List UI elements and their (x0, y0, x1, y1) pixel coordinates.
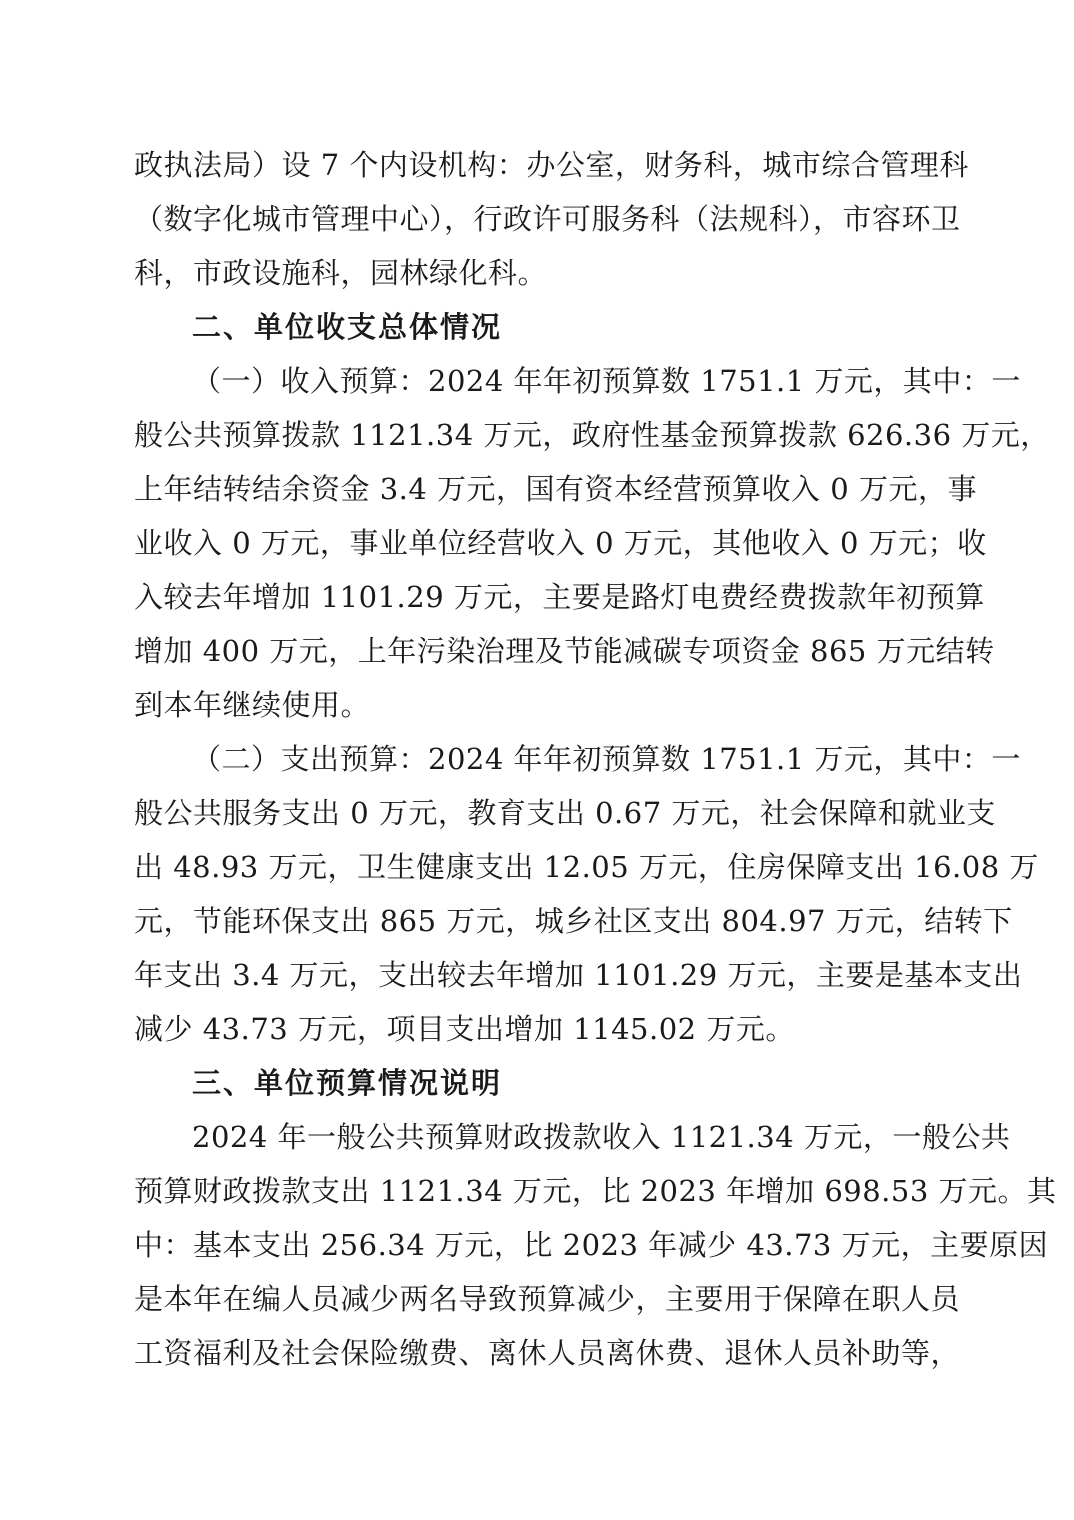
expense-line-2: 般公共服务支出 0 万元，教育支出 0.67 万元，社会保障和就业支 (134, 796, 996, 830)
budget-line-5: 工资福利及社会保险缴费、离休人员离休费、退休人员补助等， (134, 1336, 961, 1370)
expense-line-5: 年支出 3.4 万元，支出较去年增加 1101.29 万元，主要是基本支出 (134, 958, 1023, 992)
income-line-5: 入较去年增加 1101.29 万元，主要是路灯电费经费拨款年初预算 (134, 580, 985, 614)
expense-line-6: 减少 43.73 万元，项目支出增加 1145.02 万元。 (134, 1012, 795, 1046)
budget-line-3: 中：基本支出 256.34 万元，比 2023 年减少 43.73 万元，主要原因 (134, 1228, 1049, 1262)
expense-line-1: （二）支出预算：2024 年年初预算数 1751.1 万元，其中：一 (192, 742, 1021, 776)
intro-line-1: 政执法局）设 7 个内设机构：办公室，财务科，城市综合管理科 (134, 148, 969, 182)
income-line-4: 业收入 0 万元，事业单位经营收入 0 万元，其他收入 0 万元；收 (134, 526, 987, 560)
expense-line-4: 元，节能环保支出 865 万元，城乡社区支出 804.97 万元，结转下 (134, 904, 1013, 938)
expense-line-3: 出 48.93 万元，卫生健康支出 12.05 万元，住房保障支出 16.08 万 (134, 850, 1039, 884)
income-line-1: （一）收入预算：2024 年年初预算数 1751.1 万元，其中：一 (192, 364, 1021, 398)
budget-line-4: 是本年在编人员减少两名导致预算减少，主要用于保障在职人员 (134, 1282, 961, 1316)
income-line-2: 般公共预算拨款 1121.34 万元，政府性基金预算拨款 626.36 万元， (134, 418, 1050, 452)
section-heading-2: 二、单位收支总体情况 (192, 310, 503, 344)
intro-line-2: （数字化城市管理中心），行政许可服务科（法规科），市容环卫 (134, 202, 961, 236)
income-line-7: 到本年继续使用。 (134, 688, 371, 722)
income-line-3: 上年结转结余资金 3.4 万元，国有资本经营预算收入 0 万元，事 (134, 472, 977, 506)
budget-line-1: 2024 年一般公共预算财政拨款收入 1121.34 万元，一般公共 (192, 1120, 1011, 1154)
income-line-6: 增加 400 万元，上年污染治理及节能减碳专项资金 865 万元结转 (134, 634, 995, 668)
intro-line-3: 科，市政设施科，园林绿化科。 (134, 256, 548, 290)
section-heading-3: 三、单位预算情况说明 (192, 1066, 503, 1100)
budget-line-2: 预算财政拨款支出 1121.34 万元，比 2023 年增加 698.53 万元。其 (134, 1174, 1057, 1208)
